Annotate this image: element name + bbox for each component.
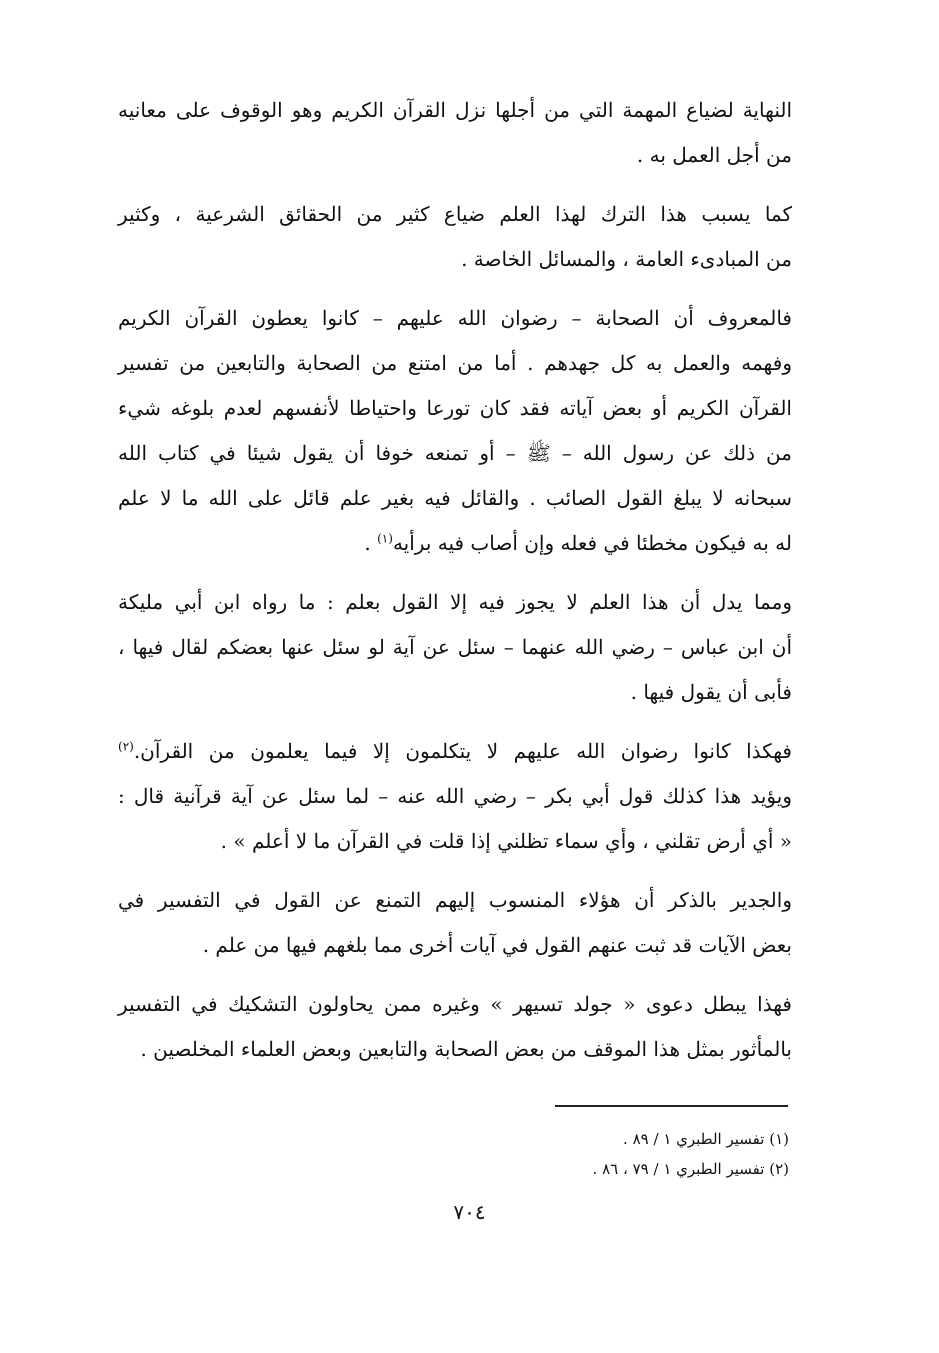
text-line: من أجل العمل به .: [636, 143, 792, 167]
text-line: ويؤيد هذا كذلك قول أبي بكر – رضي الله عنه – لما سئل عن آية قرآنية قال :: [118, 784, 792, 808]
text-line: كما يسبب هذا الترك لهذا العلم ضياع كثير من الحقائق الشرعية ، وكثير: [118, 202, 792, 226]
line-tail: .: [364, 531, 378, 555]
paragraph-5: [118, 729, 792, 864]
paragraph-3: [118, 296, 792, 566]
text-line: القرآن الكريم أو بعض آياته فقد كان تورعا واحتياطا لأنفسهم لعدم بلوغه شيء: [118, 396, 792, 420]
paragraph-6: [118, 878, 792, 968]
footnote-1: (١) تفسير الطبري ١ / ٨٩ .: [623, 1130, 789, 1148]
text-line: أن ابن عباس – رضي الله عنهما – سئل عن آية لو سئل عنها بعضكم لقال فيها ،: [118, 635, 792, 659]
text-line-with-footnote: [118, 521, 792, 566]
text-line: من ذلك عن رسول الله – ﷺ – أو تمنعه خوفا أن يقول شيئا في كتاب الله: [118, 441, 792, 465]
text-line: له به فيكون مخطئا في فعله وإن أصاب فيه برأيه: [392, 531, 792, 555]
text-line: فأبى أن يقول فيها .: [630, 680, 792, 704]
text-line: والجدير بالذكر أن هؤلاء المنسوب إليهم التمنع عن القول في التفسير في: [118, 888, 792, 912]
paragraph-2: [118, 192, 792, 282]
footnote-marker-2[interactable]: (٢): [118, 739, 134, 754]
text-line: من المبادىء العامة ، والمسائل الخاصة .: [461, 247, 792, 271]
text-line: فهذا يبطل دعوى « جولد تسيهر » وغيره ممن يحاولون التشكيك في التفسير: [118, 992, 792, 1016]
paragraph-4: [118, 580, 792, 715]
text-line: سبحانه لا يبلغ القول الصائب . والقائل فيه بغير علم قائل على الله ما لا علم: [118, 486, 792, 510]
text-line: فهكذا كانوا رضوان الله عليهم لا يتكلمون إلا فيما يعلمون من القرآن.: [133, 739, 792, 763]
footnote-marker-1[interactable]: (١): [377, 531, 393, 546]
text-line: ومما يدل أن هذا العلم لا يجوز فيه إلا القول بعلم : ما رواه ابن أبي مليكة: [118, 590, 792, 614]
body-text: [118, 88, 792, 1086]
text-line: النهاية لضياع المهمة التي من أجلها نزل القرآن الكريم وهو الوقوف على معانيه: [118, 98, 792, 122]
text-line: فالمعروف أن الصحابة – رضوان الله عليهم – كانوا يعطون القرآن الكريم: [118, 306, 792, 330]
footnote-2: (٢) تفسير الطبري ١ / ٧٩ ، ٨٦ .: [592, 1160, 789, 1178]
text-line: بعض الآيات قد ثبت عنهم القول في آيات أخرى مما بلغهم فيها من علم .: [202, 933, 792, 957]
paragraph-7: [118, 982, 792, 1072]
page-number: ٧٠٤: [453, 1200, 486, 1224]
text-line: « أي أرض تقلني ، وأي سماء تظلني إذا قلت في القرآن ما لا أعلم » .: [220, 829, 792, 853]
footnote-divider: [555, 1105, 788, 1107]
text-line: وفهمه والعمل به كل جهدهم . أما من امتنع من الصحابة والتابعين من تفسير: [118, 351, 792, 375]
footnotes: [593, 1124, 789, 1184]
text-line: بالمأثور بمثل هذا الموقف من بعض الصحابة والتابعين وبعض العلماء المخلصين .: [140, 1037, 792, 1061]
text-line-with-footnote: [118, 729, 792, 774]
paragraph-1: [118, 88, 792, 178]
